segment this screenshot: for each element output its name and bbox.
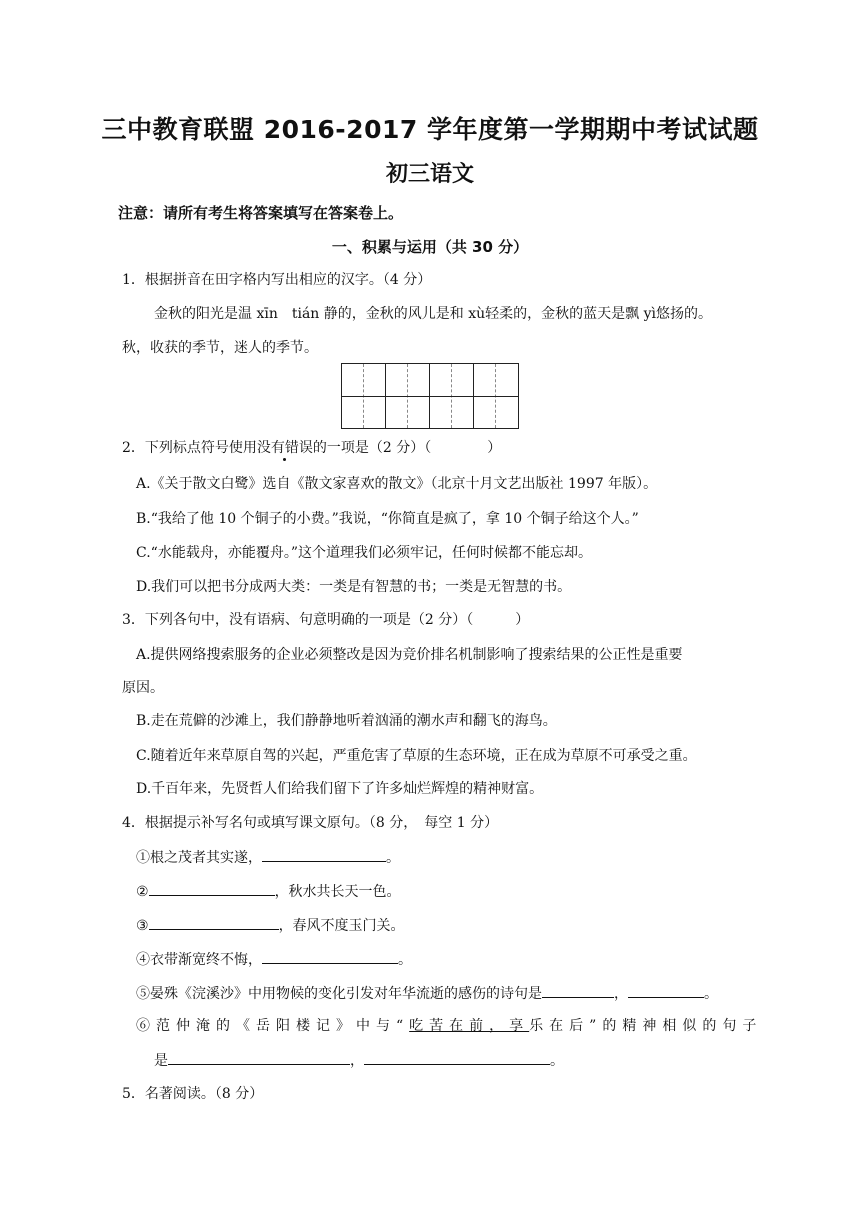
q4-item1-end: 。 (386, 850, 400, 866)
exam-title: 三中教育联盟 2016-2017 学年度第一学期期中考试试题 (101, 115, 759, 144)
q4-item6-prefix: 是 (154, 1053, 168, 1069)
answer-blank[interactable] (262, 949, 398, 964)
q2-stem-part2: 的一项是（2 分）（ ） (312, 440, 502, 456)
q3-option-d: D.千百年来，先贤哲人们给我们留下了许多灿烂辉煌的精神财富。 (136, 781, 544, 797)
answer-blank[interactable] (149, 915, 279, 930)
q2-stem-part1: 2．下列标点符号使用 (122, 440, 257, 456)
q4-item4 (136, 949, 412, 970)
q4-item2-text: ，秋水共长天一色。 (274, 884, 401, 900)
q4-item6-mid: ， (350, 1053, 364, 1069)
answer-blank[interactable] (542, 983, 614, 998)
answer-blank[interactable] (364, 1050, 550, 1065)
answer-blank[interactable] (149, 881, 275, 896)
q2-stem (122, 438, 501, 458)
q4-item3 (136, 915, 405, 936)
q4-item1-text: ①根之茂者其实遂， (136, 850, 262, 866)
q4-item6-end: 。 (550, 1053, 564, 1069)
q4-item4-text: ④衣带渐宽终不悔， (136, 952, 262, 968)
q2-option-b: B.“我给了他 10 个铜子的小费。”我说，“你简直是疯了，拿 10 个铜子给这个人。” (136, 511, 639, 527)
q3-option-a-line2: 原因。 (122, 680, 164, 696)
q4-item5 (136, 983, 718, 1004)
q4-item5-end: 。 (704, 986, 718, 1002)
q4-item5-text: ⑤晏殊《浣溪沙》中用物候的变化引发对年华流逝的感伤的诗句是 (136, 986, 542, 1002)
q1-stem: 1．根据拼音在田字格内写出相应的汉字。（4 分） (122, 272, 432, 288)
q4-item3-num: ③ (136, 918, 149, 934)
q4-item6-line2 (154, 1050, 564, 1071)
q4-item4-end: 。 (398, 952, 412, 968)
q2-option-d: D.我们可以把书分成两大类：一类是有智慧的书；一类是无智慧的书。 (136, 579, 572, 595)
q4-item3-text: ，春风不度玉门关。 (278, 918, 405, 934)
q4-item6-text: ⑥范仲淹的《岳阳楼记》中与“ (136, 1018, 410, 1034)
q4-item6-text2: 乐在后”的精神相似的句子 (529, 1018, 763, 1034)
tianzige-grid[interactable] (341, 363, 519, 429)
grid-line (342, 396, 518, 397)
q3-stem: 3．下列各句中，没有语病、句意明确的一项是（2 分）（ ） (122, 612, 530, 628)
section-heading: 一、积累与运用（共 30 分） (331, 238, 529, 256)
q3-option-c: C.随着近年来草原自驾的兴起，严重危害了草原的生态环境，正在成为草原不可承受之重。 (136, 748, 697, 764)
exam-subtitle: 初三语文 (385, 162, 474, 187)
q2-option-c: C.“水能载舟，亦能覆舟。”这个道理我们必须牢记，任何时候都不能忘却。 (136, 545, 592, 561)
q2-stem-emphasis: 没有错误 (256, 440, 313, 456)
q4-stem: 4．根据提示补写名句或填写课文原句。（8 分， 每空 1 分） (122, 815, 499, 831)
q1-passage-line1: 金秋的阳光是温 xīn tián 静的，金秋的风儿是和 xù轻柔的，金秋的蓝天是飘 yì悠扬的。 (154, 306, 712, 322)
q3-option-a-line1: A.提供网络搜索服务的企业必须整改是因为竞价排名机制影响了搜索结果的公正性是重要 (136, 647, 683, 663)
q3-option-b: B.走在荒僻的沙滩上，我们静静地听着汹涌的潮水声和翻飞的海鸟。 (136, 713, 557, 729)
q4-item5-mid: ， (614, 986, 628, 1002)
answer-blank[interactable] (628, 983, 704, 998)
q4-item1 (136, 847, 400, 868)
exam-notice: 注意：请所有考生将答案填写在答案卷上。 (118, 204, 404, 222)
q1-passage-line2: 秋，收获的季节，迷人的季节。 (122, 340, 318, 356)
q2-option-a: A.《关于散文白鹭》选自《散文家喜欢的散文》（北京十月文艺出版社 1997 年版）。 (136, 476, 658, 492)
answer-blank[interactable] (262, 847, 386, 862)
q4-item2 (136, 881, 401, 902)
q4-item6-line1 (136, 1016, 762, 1036)
q4-item2-num: ② (136, 884, 149, 900)
q4-item6-underlined: 吃苦在前，享 (409, 1018, 530, 1034)
q5-stem: 5．名著阅读。（8 分） (122, 1086, 264, 1102)
answer-blank[interactable] (168, 1050, 350, 1065)
